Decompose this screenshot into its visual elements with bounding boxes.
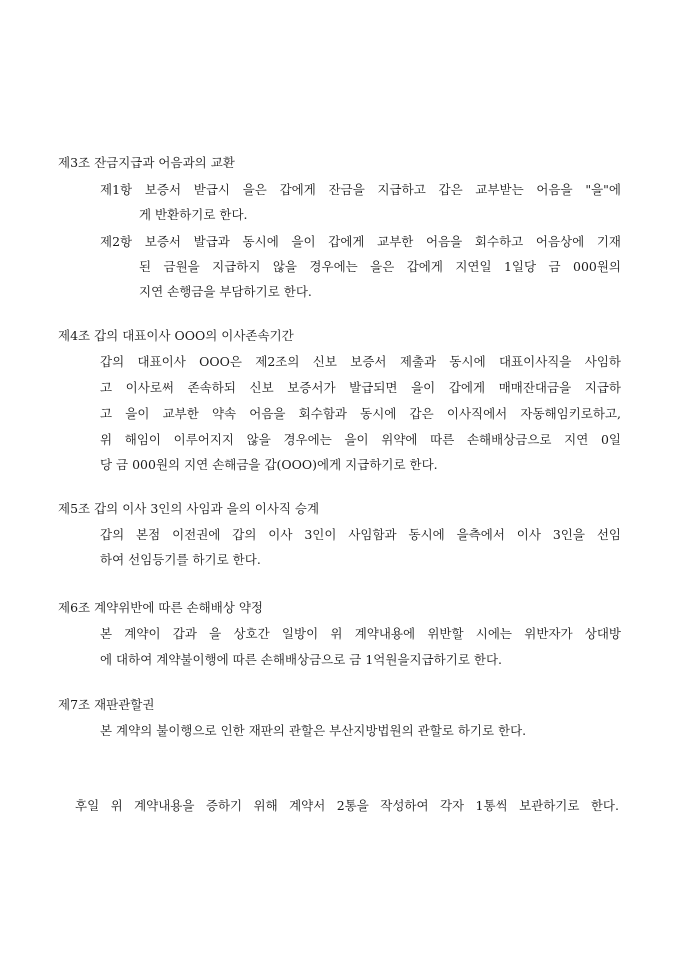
article-3-para-1-line-2: 게 반환하기로 한다. [139,207,248,222]
article-5-title: 제5조 갑의 이사 3인의 사임과 을의 이사직 승계 [58,501,320,516]
article-7-title: 제7조 재판관할권 [58,697,155,712]
article-6-title: 제6조 계약위반에 따른 손해배상 약정 [58,600,263,615]
article-4-line-1: 갑의 대표이사 OOO은 제2조의 신보 보증서 제출과 동시에 대표이사직을 사임하 [100,354,621,369]
article-3-para-1-line-1: 제1항 보증서 받급시 을은 갑에게 잔금을 지급하고 갑은 교부받는 어음을 "을"에 [100,182,621,197]
article-4-line-5: 당 금 000원의 지연 손해금을 갑(OOO)에게 지급하기로 한다. [100,457,438,472]
article-4-line-2: 고 이사로써 존속하되 신보 보증서가 발급되면 을이 갑에게 매매잔대금을 지급하 [100,380,621,395]
article-4-line-4: 위 해임이 이루어지지 않을 경우에는 을이 위약에 따른 손해배상금으로 지연 0일 [100,432,621,447]
article-3-title: 제3조 잔금지급과 어음과의 교환 [58,155,235,170]
article-4-title: 제4조 갑의 대표이사 OOO의 이사존속기간 [58,328,294,343]
article-5-line-1: 갑의 본점 이전권에 갑의 이사 3인이 사임함과 동시에 을측에서 이사 3인을 선임 [100,527,621,542]
article-3-para-2-line-1: 제2항 보증서 발급과 동시에 을이 갑에게 교부한 어음을 회수하고 어음상에 기재 [100,234,621,249]
article-3-para-2-line-2: 된 금원을 지급하지 않을 경우에는 을은 갑에게 지연일 1일당 금 000원의 [139,259,621,274]
article-3-para-2-line-3: 지연 손행금을 부담하기로 한다. [139,284,312,299]
article-5-line-2: 하여 선임등기를 하기로 한다. [100,552,261,567]
article-6-line-1: 본 계약이 갑과 을 상호간 일방이 위 계약내용에 위반할 시에는 위반자가 상대방 [100,626,621,641]
article-4-line-3: 고 을이 교부한 약속 어음을 회수함과 동시에 갑은 이사직에서 자동해임키로하고, [100,406,621,421]
closing-statement: 후일 위 계약내용을 증하기 위해 계약서 2통을 작성하여 각자 1통씩 보관하기로 한다. [75,798,619,813]
article-6-line-2: 에 대하여 계약불이행에 따른 손해배상금으로 금 1억원을지급하기로 한다. [100,652,502,667]
article-7-line-1: 본 계약의 불이행으로 인한 재판의 관할은 부산지방법원의 관할로 하기로 한다. [100,723,527,738]
